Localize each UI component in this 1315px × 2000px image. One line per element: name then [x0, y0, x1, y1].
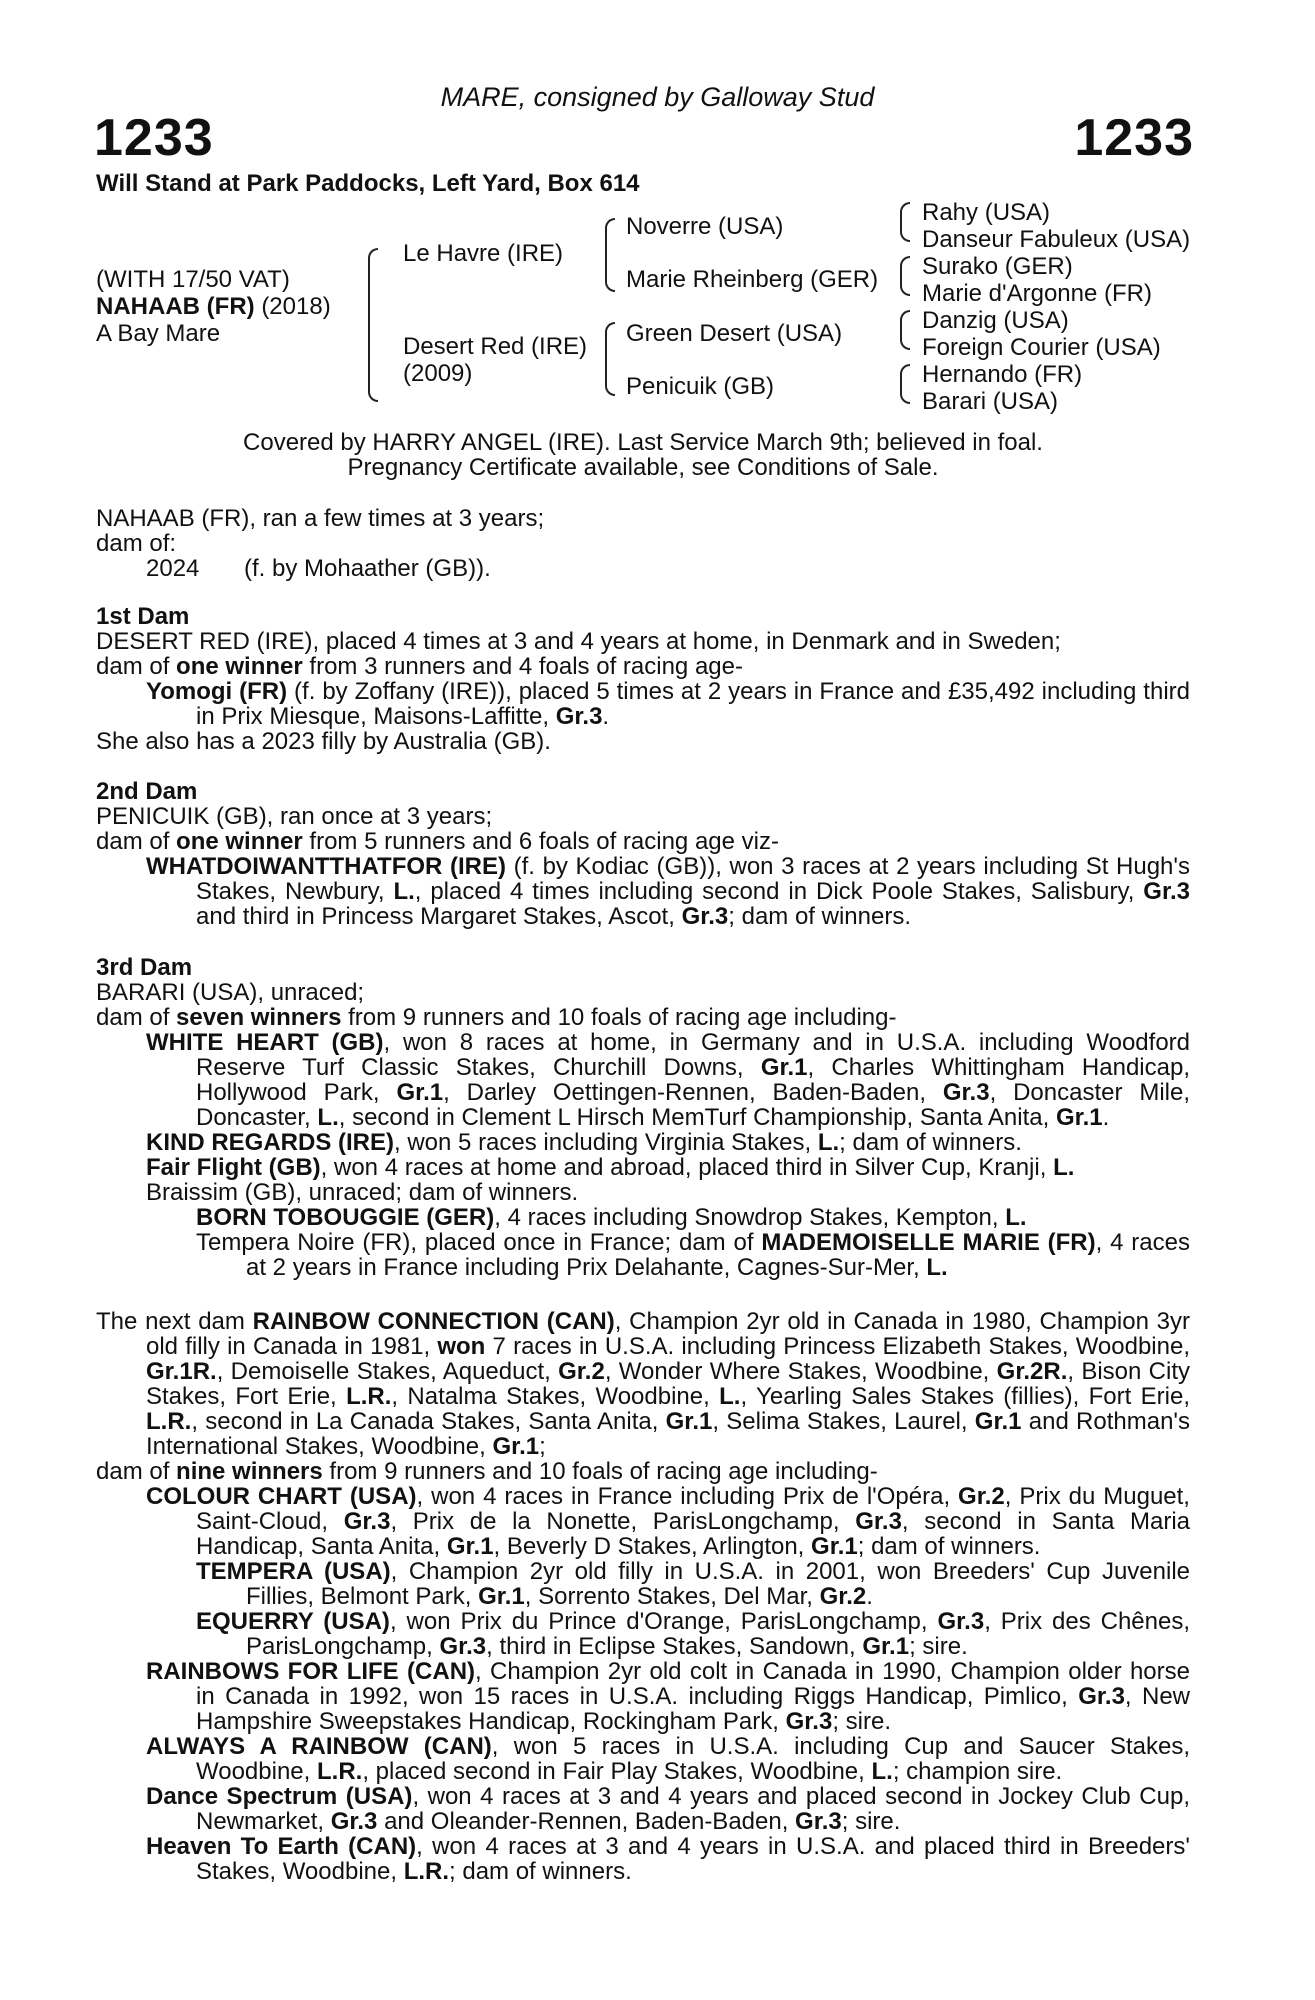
- second-dam-line-1: PENICUIK (GB), ran once at 3 years;: [96, 803, 493, 830]
- brace-2a: [605, 218, 615, 292]
- brace-1: [368, 248, 378, 402]
- braissim-entry: Braissim (GB), unraced; dam of winners.: [146, 1179, 579, 1206]
- kind-regards-entry: KIND REGARDS (IRE), won 5 races including Virginia Stakes, L.; dam of winners.: [146, 1129, 1022, 1156]
- horse-year: (2018): [261, 293, 331, 320]
- horse-description: A Bay Mare: [96, 320, 221, 347]
- lot-number-right: 1233: [1074, 109, 1194, 167]
- brace-2b: [605, 322, 615, 396]
- third-dam-section: [96, 955, 1190, 1280]
- third-dam-line-1: BARARI (USA), unraced;: [96, 979, 365, 1006]
- tempera-entry: TEMPERA (USA), Champion 2yr old filly in U.S.A. in 2001, won Breeders' Cup Juvenile Fillies, Belmont Park, Gr.1, Sorrento Stakes, Del Mar, Gr.2.: [196, 1558, 1190, 1610]
- yomogi-entry: Yomogi (FR) (f. by Zoffany (IRE)), placed 5 times at 2 years in France and £35,492 including third in Prix Miesque, Maisons-Laffitte, Gr.3.: [146, 678, 1190, 730]
- dss: Danzig (USA): [922, 307, 1069, 334]
- born-tobouggie-entry: BORN TOBOUGGIE (GER), 4 races including Snowdrop Stakes, Kempton, L.: [196, 1204, 1027, 1231]
- produce-record: [96, 506, 1190, 581]
- always-a-rainbow-entry: ALWAYS A RAINBOW (CAN), won 5 races in U.S.A. including Cup and Saucer Stakes, Woodbine, L.R., placed second in Fair Play Stakes, Woodbine, L.; champion sire.: [146, 1733, 1190, 1785]
- first-dam-line-1: DESERT RED (IRE), placed 4 times at 3 and 4 years at home, in Denmark and in Sweden;: [96, 628, 1061, 655]
- sss: Rahy (USA): [922, 199, 1051, 226]
- first-dam-line-3: She also has a 2023 filly by Australia (GB).: [96, 728, 551, 755]
- dsd: Foreign Courier (USA): [922, 334, 1161, 361]
- rainbow-connection-entry: The next dam RAINBOW CONNECTION (CAN), Champion 2yr old in Canada in 1980, Champion 3yr old filly in Canada in 1981, won 7 races in U.S.A. including Princess Elizabeth Stakes, Woodbine, Gr.1R., Demoiselle Stakes, Aqueduct, Gr.2, Wonder Where Stakes, Woodbine, Gr.2R., Bison City Stakes, Fort Erie, L.R., Natalma Stakes, Woodbine, L., Yearling Sales Stakes (fillies), Fort Erie, L.R., second in La Canada Stakes, Santa Anita, Gr.1, Selima Stakes, Laurel, Gr.1 and Rothman's International Stakes, Woodbine, Gr.1;: [96, 1308, 1191, 1460]
- horse-name-line: [96, 293, 331, 321]
- sire: Le Havre (IRE): [403, 240, 564, 267]
- dance-spectrum-entry: Dance Spectrum (USA), won 4 races at 3 and 4 years and placed second in Jockey Club Cup, Newmarket, Gr.3 and Oleander-Rennen, Baden-Baden, Gr.3; sire.: [146, 1783, 1190, 1835]
- produce-line-1: NAHAAB (FR), ran a few times at 3 years;: [96, 505, 545, 532]
- white-heart-entry: WHITE HEART (GB), won 8 races at home, in Germany and in U.S.A. including Woodford Reserve Turf Classic Stakes, Churchill Downs, Gr.1, Charles Whittingham Handicap, Hollywood Park, Gr.1, Darley Oettingen-Rennen, Baden-Baden, Gr.3, Doncaster Mile, Doncaster, L., second in Clement L Hirsch MemTurf Championship, Santa Anita, Gr.1.: [146, 1029, 1190, 1131]
- covered-line-2: Pregnancy Certificate available, see Conditions of Sale.: [347, 454, 939, 481]
- produce-entry: [96, 556, 1190, 581]
- colour-chart-entry: COLOUR CHART (USA), won 4 races in France including Prix de l'Opéra, Gr.2, Prix du Muguet, Saint-Cloud, Gr.3, Prix de la Nonette, ParisLongchamp, Gr.3, second in Santa Maria Handicap, Santa Anita, Gr.1, Beverly D Stakes, Arlington, Gr.1; dam of winners.: [146, 1483, 1190, 1560]
- ddd: Barari (USA): [922, 388, 1059, 415]
- covered-line-1: Covered by HARRY ANGEL (IRE). Last Service March 9th; believed in foal.: [243, 429, 1043, 456]
- heaven-to-earth-entry: Heaven To Earth (CAN), won 4 races at 3 and 4 years in U.S.A. and placed third in Breeders' Stakes, Woodbine, L.R.; dam of winners.: [146, 1833, 1190, 1885]
- second-dam-heading: 2nd Dam: [96, 778, 198, 805]
- whatdoiwantthatfor-entry: WHATDOIWANTTHATFOR (IRE) (f. by Kodiac (GB)), won 3 races at 2 years including St Hugh's Stakes, Newbury, L., placed 4 times including second in Dick Poole Stakes, Salisbury, Gr.3 and third in Princess Margaret Stakes, Ascot, Gr.3; dam of winners.: [146, 853, 1190, 930]
- next-dam-section: [96, 1309, 1190, 1884]
- brace-3c: [900, 310, 910, 350]
- dds: Hernando (FR): [922, 361, 1083, 388]
- brace-3b: [900, 256, 910, 296]
- vat-note: (WITH 17/50 VAT): [96, 266, 290, 293]
- first-dam-section: [96, 604, 1190, 754]
- brace-3d: [900, 364, 910, 404]
- tempera-noire-entry: Tempera Noire (FR), placed once in France; dam of MADEMOISELLE MARIE (FR), 4 races at 2 years in France including Prix Delahante, Cagnes-Sur-Mer, L.: [196, 1229, 1190, 1281]
- second-dam-section: [96, 779, 1190, 929]
- horse-name: NAHAAB (FR): [96, 293, 255, 320]
- dam-sire: Green Desert (USA): [626, 320, 843, 347]
- sdd: Marie d'Argonne (FR): [922, 280, 1152, 307]
- sds: Surako (GER): [922, 253, 1073, 280]
- covered-note: [96, 430, 1190, 480]
- equerry-entry: EQUERRY (USA), won Prix du Prince d'Orange, ParisLongchamp, Gr.3, Prix des Chênes, ParisLongchamp, Gr.3, third in Eclipse Stakes, Sandown, Gr.1; sire.: [196, 1608, 1191, 1660]
- dam-year: (2009): [403, 360, 473, 387]
- first-dam-line-2: dam of one winner from 3 runners and 4 foals of racing age-: [96, 653, 743, 680]
- stabling-location: Will Stand at Park Paddocks, Left Yard, Box 614: [96, 170, 640, 197]
- produce-year: 2024: [146, 555, 200, 582]
- ssd: Danseur Fabuleux (USA): [922, 226, 1191, 253]
- lot-number-left: 1233: [94, 109, 214, 167]
- dam: Desert Red (IRE): [403, 333, 588, 360]
- consignor-subtitle: MARE, consigned by Galloway Stud: [440, 82, 875, 112]
- next-dam-produce-line: dam of nine winners from 9 runners and 10 foals of racing age including-: [96, 1458, 878, 1485]
- fair-flight-entry: Fair Flight (GB), won 4 races at home and abroad, placed third in Silver Cup, Kranji, L.: [146, 1154, 1075, 1181]
- produce-foal: (f. by Mohaather (GB)).: [244, 555, 491, 582]
- sire-sire: Noverre (USA): [626, 213, 784, 240]
- rainbows-for-life-entry: RAINBOWS FOR LIFE (CAN), Champion 2yr old colt in Canada in 1990, Champion older horse in Canada in 1992, won 15 races in U.S.A. including Riggs Handicap, Pimlico, Gr.3, New Hampshire Sweepstakes Handicap, Rockingham Park, Gr.3; sire.: [146, 1658, 1190, 1735]
- first-dam-heading: 1st Dam: [96, 603, 190, 630]
- third-dam-line-2: dam of seven winners from 9 runners and 10 foals of racing age including-: [96, 1004, 897, 1031]
- third-dam-heading: 3rd Dam: [96, 954, 193, 981]
- produce-line-2: dam of:: [96, 530, 177, 557]
- sire-dam: Marie Rheinberg (GER): [626, 266, 879, 293]
- brace-3a: [900, 202, 910, 242]
- second-dam-line-2: dam of one winner from 5 runners and 6 foals of racing age viz-: [96, 828, 779, 855]
- dam-dam: Penicuik (GB): [626, 373, 775, 400]
